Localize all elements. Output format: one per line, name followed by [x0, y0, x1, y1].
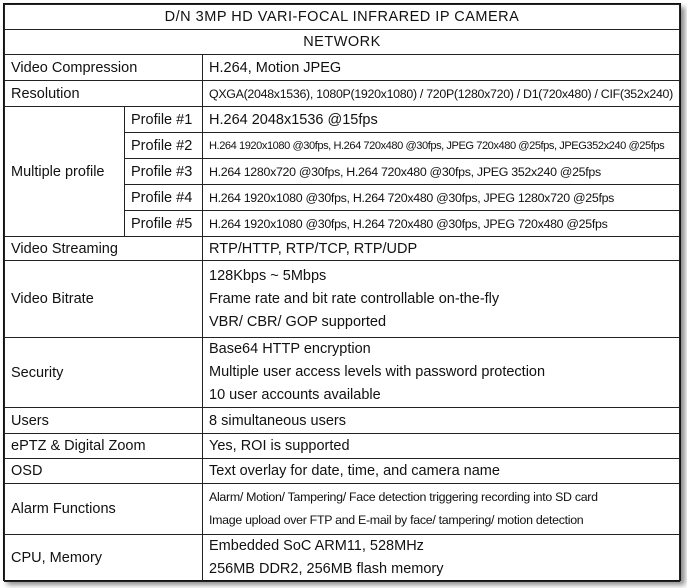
row-value-cpu-memory: [203, 535, 680, 582]
alarm-line: Image upload over FTP and E-mail by face/ tampering/ motion detection: [209, 513, 584, 527]
cpu-line: Embedded SoC ARM11, 528MHz: [209, 538, 424, 554]
profile-value-2: H.264 1920x1080 @30fps, H.264 720x480 @30fps, JPEG 720x480 @25fps, JPEG352x240 @25fps: [203, 133, 680, 159]
security-line: 10 user accounts available: [209, 387, 381, 403]
row-label-security: Security: [5, 338, 203, 408]
row-label-cpu-memory: CPU, Memory: [5, 535, 203, 582]
profile-name-4: Profile #4: [125, 185, 203, 211]
row-value-users: 8 simultaneous users: [203, 408, 680, 434]
row-label-alarm-functions: Alarm Functions: [5, 484, 203, 535]
row-label-resolution: Resolution: [5, 81, 203, 107]
profile-value-4: H.264 1920x1080 @30fps, H.264 720x480 @30fps, JPEG 1280x720 @25fps: [203, 185, 680, 211]
security-line: Multiple user access levels with password protection: [209, 364, 546, 380]
row-value-security: [203, 338, 680, 408]
table-row: [5, 535, 680, 582]
profile-value-3: H.264 1280x720 @30fps, H.264 720x480 @30fps, JPEG 352x240 @25fps: [203, 159, 680, 185]
alarm-line: Alarm/ Motion/ Tampering/ Face detection triggering recording into SD card: [209, 490, 598, 504]
row-label-video-compression: Video Compression: [5, 55, 203, 81]
security-line: Base64 HTTP encryption: [209, 341, 371, 357]
profile-name-5: Profile #5: [125, 211, 203, 237]
table-row: [5, 408, 680, 434]
row-label-osd: OSD: [5, 459, 203, 484]
row-value-video-streaming: RTP/HTTP, RTP/TCP, RTP/UDP: [203, 237, 680, 261]
profile-value-1: H.264 2048x1536 @15fps: [203, 107, 680, 133]
spec-table: [4, 4, 680, 582]
row-label-video-bitrate: Video Bitrate: [5, 261, 203, 338]
row-value-alarm-functions: [203, 484, 680, 535]
row-value-resolution: QXGA(2048x1536), 1080P(1920x1080) / 720P(1280x720) / D1(720x480) / CIF(352x240): [203, 81, 680, 107]
row-value-osd: Text overlay for date, time, and camera name: [203, 459, 680, 484]
bitrate-line: VBR/ CBR/ GOP supported: [209, 313, 387, 330]
bitrate-line: 128Kbps ~ 5Mbps: [209, 267, 327, 284]
section-header: NETWORK: [5, 30, 680, 55]
spec-sheet: [3, 3, 681, 581]
profile-name-3: Profile #3: [125, 159, 203, 185]
table-row: [5, 459, 680, 484]
table-row: [5, 434, 680, 459]
table-row: [5, 484, 680, 535]
table-row: [5, 55, 680, 81]
table-row: [5, 261, 680, 338]
profile-name-1: Profile #1: [125, 107, 203, 133]
profile-name-2: Profile #2: [125, 133, 203, 159]
table-row: [5, 237, 680, 261]
row-label-video-streaming: Video Streaming: [5, 237, 203, 261]
row-label-users: Users: [5, 408, 203, 434]
table-row: [5, 107, 680, 133]
row-value-video-compression: H.264, Motion JPEG: [203, 55, 680, 81]
row-value-eptz: Yes, ROI is supported: [203, 434, 680, 459]
title-row: [5, 5, 680, 30]
table-row: [5, 338, 680, 408]
row-label-eptz: ePTZ & Digital Zoom: [5, 434, 203, 459]
profile-value-5: H.264 1920x1080 @30fps, H.264 720x480 @30fps, JPEG 720x480 @25fps: [203, 211, 680, 237]
cpu-line: 256MB DDR2, 256MB flash memory: [209, 561, 444, 577]
table-row: [5, 81, 680, 107]
row-value-video-bitrate: [203, 261, 680, 338]
section-row: [5, 30, 680, 55]
table-title: D/N 3MP HD VARI-FOCAL INFRARED IP CAMERA: [5, 5, 680, 30]
row-label-multiple-profile: Multiple profile: [5, 107, 125, 237]
bitrate-line: Frame rate and bit rate controllable on-the-fly: [209, 290, 500, 307]
